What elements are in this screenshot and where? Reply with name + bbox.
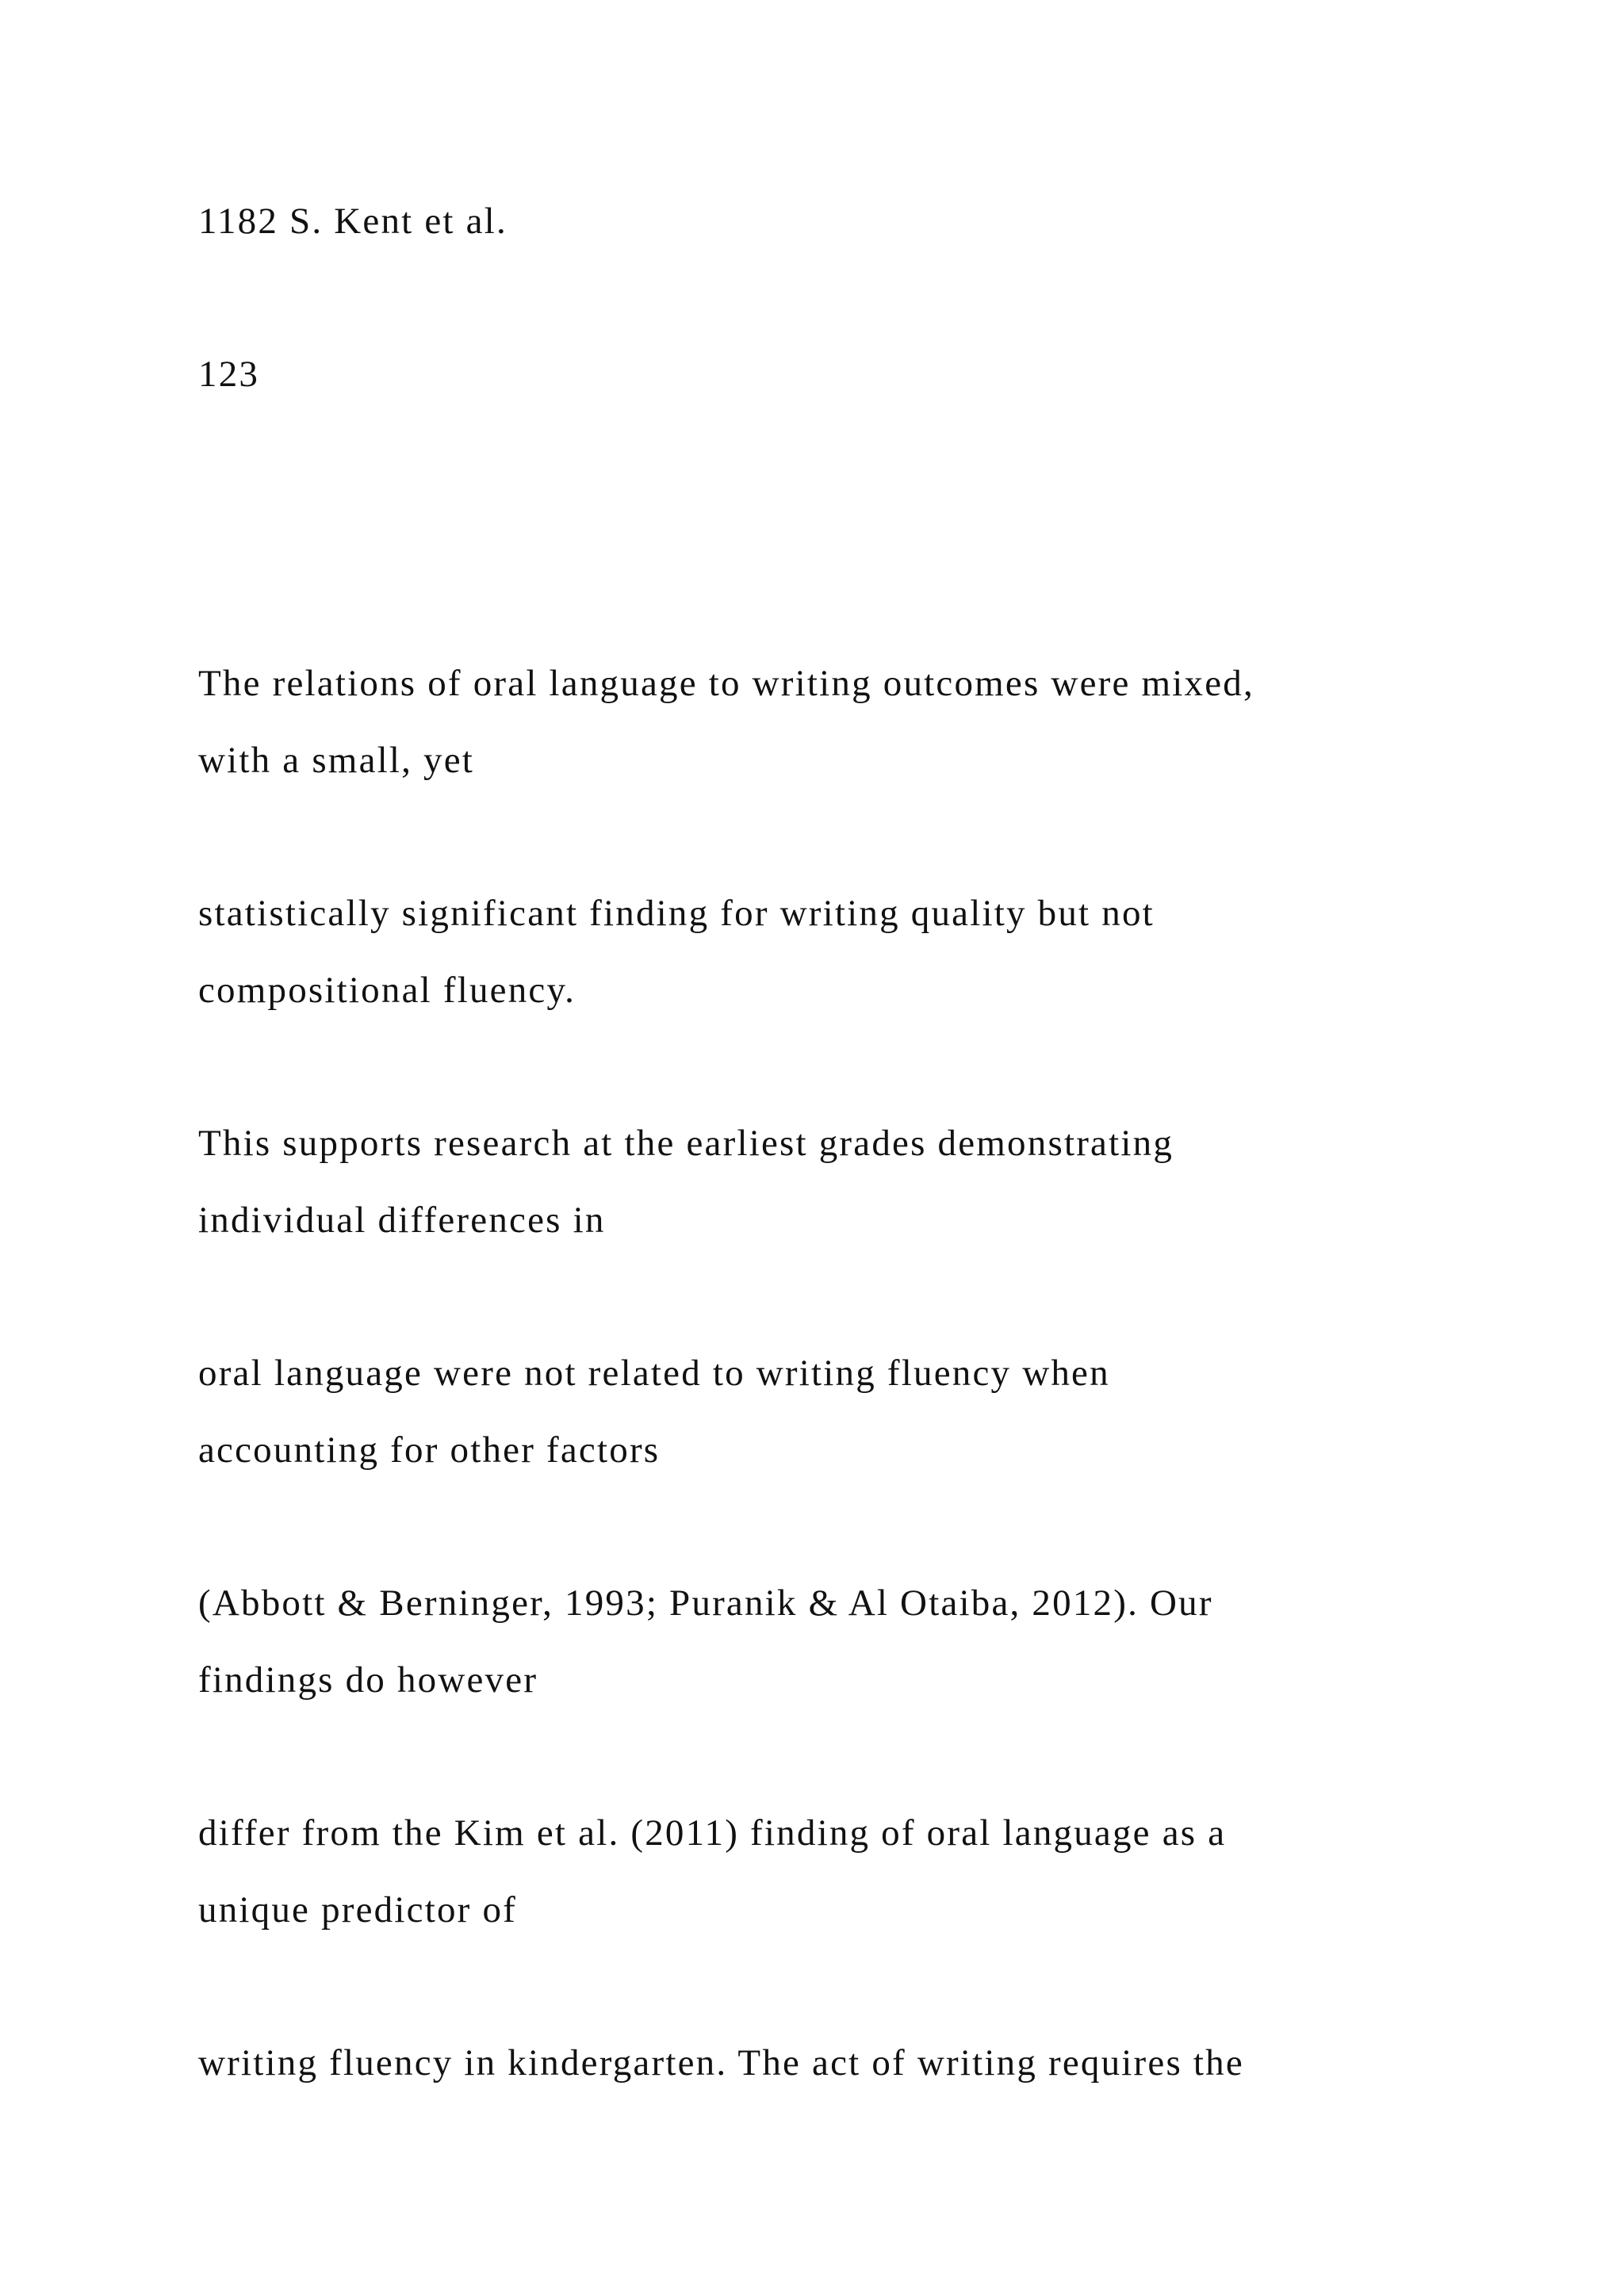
- body-line: This supports research at the earliest grades demonstrating: [198, 1123, 1174, 1164]
- body-line: differ from the Kim et al. (2011) finding of oral language as a: [198, 1812, 1227, 1854]
- body-line: writing fluency in kindergarten. The act of writing requires the: [198, 2042, 1244, 2084]
- running-head: 1182 S. Kent et al.: [198, 201, 508, 242]
- body-line: unique predictor of: [198, 1889, 518, 1931]
- body-line: The relations of oral language to writing outcomes were mixed,: [198, 663, 1254, 704]
- body-line: accounting for other factors: [198, 1429, 661, 1471]
- body-line: statistically significant finding for writing quality but not: [198, 893, 1155, 934]
- body-line: (Abbott & Berninger, 1993; Puranik & Al Otaiba, 2012). Our: [198, 1582, 1213, 1624]
- body-line: oral language were not related to writing fluency when: [198, 1353, 1110, 1394]
- body-line: findings do however: [198, 1659, 538, 1701]
- page-code: 123: [198, 354, 260, 395]
- body-line: individual differences in: [198, 1200, 606, 1241]
- body-line: compositional fluency.: [198, 970, 576, 1011]
- body-line: with a small, yet: [198, 740, 475, 781]
